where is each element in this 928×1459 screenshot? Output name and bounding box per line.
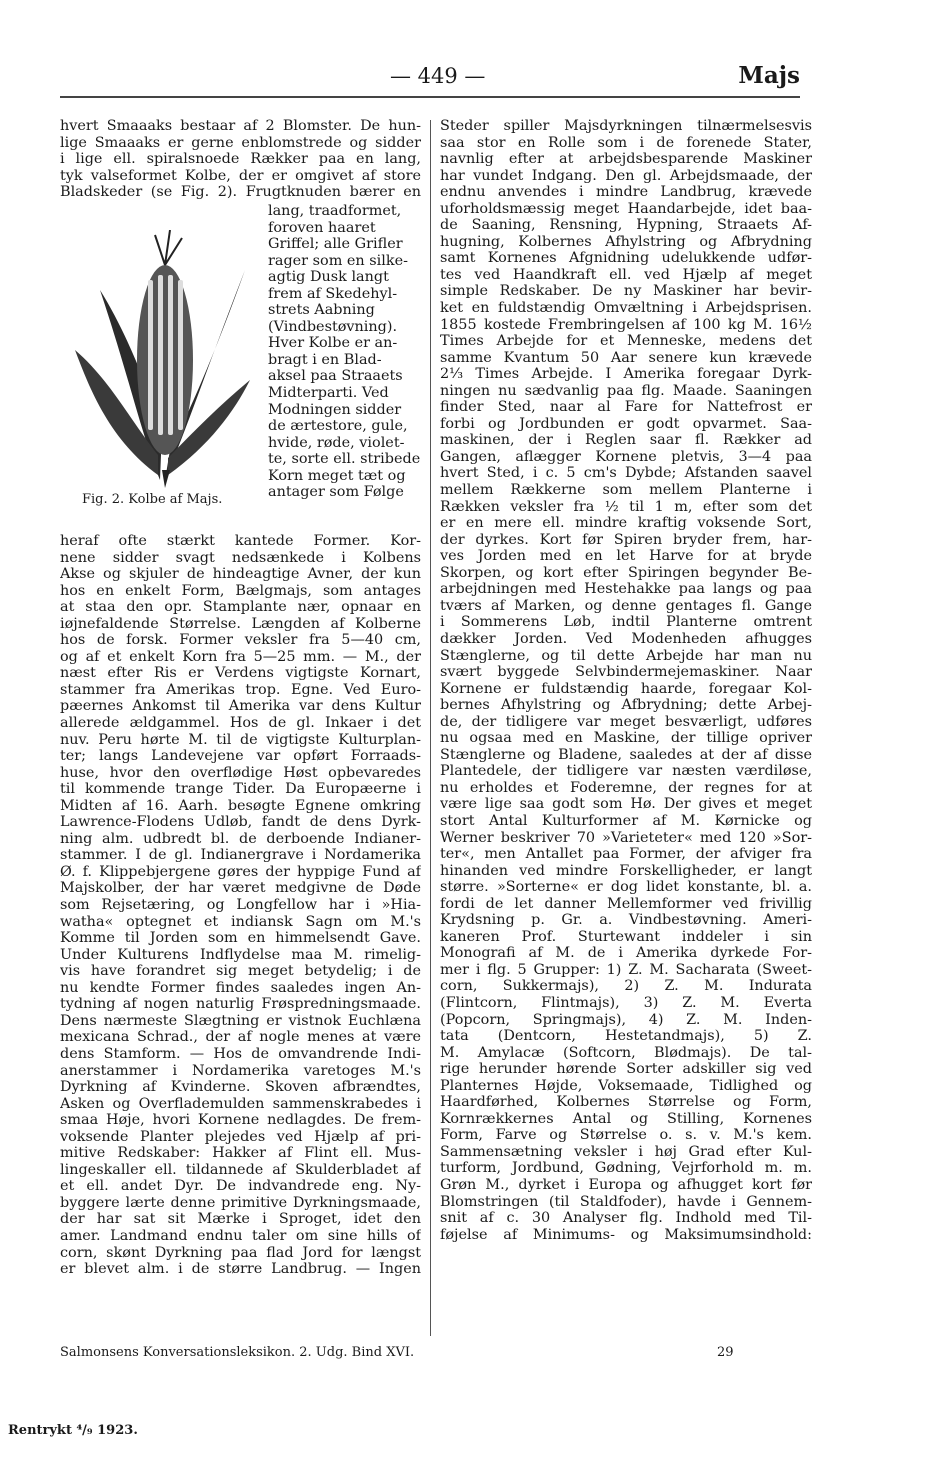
text-line: saa stor en Rolle som i de forenede Stater, [440,134,812,151]
text-line: Skorpen, og kort efter Spiringen begynder Be- [440,564,812,581]
text-line: har vundet Indgang. Den gl. Arbejdsmaade, der [440,167,812,184]
reprint-note: Rentrykt ⁴/₉ 1923. [8,1423,138,1438]
text-line: Dyrkning af Kvinderne. Skoven afbrændtes, [60,1079,421,1096]
text-line: fordi de let danner Mellemformer ved frivillig [440,895,812,912]
text-line: arbejdningen med Hestehakke paa langs og paa [440,581,812,598]
text-line: Griffel; alle Grifler [268,236,403,253]
page-number: — 449 — [390,64,486,88]
text-line: Kornrækkernes Antal og Stilling, Kornenes [440,1110,812,1127]
text-line: ter«, men Antallet paa Former, der afviger fra [440,846,812,863]
left-top-lines [60,118,421,201]
text-line: Form, Farve og Størrelse o. s. v. M.'s kem. [440,1127,812,1144]
text-line: svært byggede Selvbindermejemaskiner. Naar [440,664,812,681]
text-line: mellem Rækkerne som mellem Planterne i [440,482,812,499]
text-line: Midterparti. Ved [268,385,389,402]
text-line: i Sommerens Løb, indtil Planterne omtrent [440,614,812,631]
text-line: ter; langs Landevejene var opført Forraads- [60,748,421,765]
text-line: stort Antal Kulturformer af M. Kørnicke og [440,812,812,829]
text-line: antager som Følge [268,484,404,501]
right-column [440,118,812,1243]
text-line: allerede ældgammel. Hos de gl. Inkaer i det [60,715,421,732]
text-line: agtig Dusk langt [268,269,389,286]
text-line: de Saaning, Rensning, Hypning, Straaets Af- [440,217,812,234]
text-line: rager som en silke- [268,252,408,269]
right-body-lines [440,118,812,1243]
text-line: at staa den opr. Stamplante nær, opnaar en [60,599,421,616]
text-line: samt Kornenes Afgnidning udelukkende udfør- [440,250,812,267]
text-line: og af et enkelt Korn fra 5—25 mm. — M., der [60,648,421,665]
text-line: huse, hvor den overflødige Høst opbevaredes [60,764,421,781]
text-line: Times Arbejde for et Menneske, medens det [440,333,812,350]
text-line: dækker Jorden. Ved Modenheden afhugges [440,630,812,647]
text-line: Rækken veksler fra ½ til 1 m, efter som det [440,498,812,515]
left-body-lines [60,533,421,1278]
text-line: anerstammer i Nordamerika varetoges M.'s [60,1062,421,1079]
text-line: pæernes Ankomst til Amerika var dens Kultur [60,698,421,715]
text-line: Plantedele, der tidligere var næsten værdiløse, [440,763,812,780]
text-line: hvide, røde, violet- [268,434,405,451]
text-line: hvert Smaaaks bestaar af 2 Blomster. De hun- [60,118,421,134]
text-line: Blomstringen (til Staldfoder), havde i Gennem- [440,1193,812,1210]
page-header [60,60,800,100]
text-line: Korn meget tæt og [268,467,406,484]
text-line: turform, Jordbund, Gødning, Vejrforhold m. m. [440,1160,812,1177]
text-line: foroven haaret [268,219,376,236]
text-line: nu ogsaa med en Maskine, der tillige opriver [440,730,812,747]
text-line: Monografi af M. de i Amerika dyrkede For- [440,945,812,962]
text-line: watha« optegnet et indiansk Sagn om M.'s [60,913,421,930]
running-head-word: Majs [738,62,800,89]
text-line: et ell. andet Dyr. De indvandrede eng. Ny- [60,1178,421,1195]
text-line: lige Smaaaks er gerne enblomstrede og sidder [60,134,421,151]
text-line: ningen nu sædvanlig paa flg. Maade. Saaningen [440,382,812,399]
text-line: byggere lærte denne primitive Dyrkningsmaade, [60,1194,421,1211]
text-line: mer i flg. 5 Grupper: 1) Z. M. Sacharata (Sweet- [440,961,812,978]
text-line: være lige saa godt som Hø. Der gives et meget [440,796,812,813]
text-line: Modningen sidder [268,401,402,418]
corn-cob-illustration [70,230,255,488]
text-line: aksel paa Straaets [268,368,403,385]
text-line: i lige ell. spiralsnoede Rækker paa en lang, [60,151,421,168]
text-line: mitive Redskaber: Hakker af Flint ell. Mus- [60,1145,421,1162]
text-line: tata (Dentcorn, Hestetandmajs), 5) Z. [440,1028,812,1045]
text-line: nuv. Peru hørte M. til de vigtigste Kulturplan- [60,731,421,748]
header-rule [60,96,800,98]
column-divider [430,120,431,1336]
text-line: voksende Planter plejedes ved Hjælp af pri- [60,1128,421,1145]
text-line: stammer fra Amerikas trop. Egne. Ved Euro- [60,681,421,698]
text-line: er blevet alm. i de større Landbrug. — Ingen [60,1261,421,1278]
text-line: samme Kvantum 50 Aar senere kun krævede [440,349,812,366]
text-line: hos de forsk. Former veksler fra 5—40 cm, [60,632,421,649]
text-line: til kommende trange Tider. Da Europæerne i [60,781,421,798]
left-column [60,118,421,201]
text-line: smaa Høje, hvori Kornene nedlagdes. De frem- [60,1112,421,1129]
text-line: maskinen, der i Reglen saar fl. Rækker ad [440,432,812,449]
text-line: stammer. I de gl. Indianergrave i Nordamerika [60,847,421,864]
text-line: Stænglerne, og til dette Arbejde har man nu [440,647,812,664]
text-line: som Rejsetæring, og Longfellow har i »Hia- [60,897,421,914]
text-line: simple Redskaber. De ny Maskiner har bevir- [440,283,812,300]
text-line: Haardførhed, Kolbernes Størrelse og Form, [440,1094,812,1111]
text-line: der dyrkes. Kort før Spiren bryder frem, har- [440,531,812,548]
footer-sheet-number: 29 [717,1345,734,1360]
text-line: rige herunder hørende Sorter adskiller sig ved [440,1061,812,1078]
text-line: endnu anvendes i mindre Landbrug, krævede [440,184,812,201]
text-line: er en mere ell. mindre kraftig voksende Sort, [440,515,812,532]
text-line: Ø. f. Klippebjergene gøres der hyppige Fund af [60,863,421,880]
figure-wrap-text [268,203,424,501]
text-line: te, sorte ell. stribede [268,451,421,468]
text-line: de ærtestore, gule, [268,418,408,435]
text-line: der har sat sit Mærke i Sproget, idet den [60,1211,421,1228]
text-line: Steder spiller Majsdyrkningen tilnærmelsesvis [440,118,812,134]
text-line: nene sidder svagt nedsænkede i Kolbens [60,549,421,566]
figure-corn-cob [60,220,265,520]
text-line: forbi og Jordbunden er godt opvarmet. Saa- [440,415,812,432]
text-line: iøjnefaldende Størrelse. Længden af Kolberne [60,615,421,632]
text-line: større. »Sorterne« er dog lidet konstante, bl. a. [440,879,812,896]
text-line: Akse og skjuler de hindeagtige Avner, der kun [60,566,421,583]
text-line: tyk valseformet Kolbe, der er omgivet af store [60,167,421,184]
text-line: heraf ofte stærkt kantede Former. Kor- [60,533,421,549]
text-line: vis have forandret sig meget betydelig; i de [60,963,421,980]
text-line: navnlig efter at arbejdsbesparende Maskiner [440,151,812,168]
left-body [60,533,421,1278]
text-line: 2⅓ Times Arbejde. I Amerika foregaar Dyrk- [440,366,812,383]
text-line: Majskolber, der har været medgivne de Døde [60,880,421,897]
text-line: ket en fuldstændig Omvæltning i Arbejdsprisen. [440,300,812,317]
text-line: kaneren Prof. Sturtewant inddeler i sin [440,928,812,945]
text-line: M. Amylacæ (Softcorn, Blødmajs). De tal- [440,1044,812,1061]
text-line: tes ved Haandkraft ell. ved Hjælp af meget [440,266,812,283]
text-line: corn, skønt Dyrkning paa flad Jord for længst [60,1244,421,1261]
text-line: corn, Sukkermajs), 2) Z. M. Indurata [440,978,812,995]
text-line: mexicana Schrad., der af nogle menes at være [60,1029,421,1046]
text-line: Komme til Jorden som en himmelsendt Gave. [60,930,421,947]
text-line: hos en enkelt Form, Bælgmajs, som antages [60,582,421,599]
text-line: (Popcorn, Springmajs), 4) Z. M. Inden- [440,1011,812,1028]
footer-title: Salmonsens Konversationsleksikon. 2. Udg. Bind XVI. [60,1345,415,1360]
text-line: (Flintcorn, Flintmajs), 3) Z. M. Everta [440,994,812,1011]
text-line: Under Kulturens Indflydelse maa M. rimelig- [60,946,421,963]
text-line: Midten af 16. Aarh. besøgte Egnene omkring [60,797,421,814]
text-line: Asken og Overflademulden sammenskrabedes i [60,1095,421,1112]
text-line: Lawrence-Flodens Udløb, fandt de dens Dyrk- [60,814,421,831]
text-line: Werner beskriver 70 »Varieteter« med 120 »Sor- [440,829,812,846]
text-line: Planternes Højde, Voksemaade, Tidlighed og [440,1077,812,1094]
text-line: tværs af Marken, og denne gentages fl. Gange [440,597,812,614]
text-line: føjelse af Minimums- og Maksimumsindhold: [440,1226,812,1243]
text-line: snit af c. 30 Analyser flg. Indhold med Til- [440,1210,812,1227]
text-line: strets Aabning [268,302,375,319]
text-line: lang, traadformet, [268,203,402,219]
text-line: nu erholdes et Foderemne, der regnes for at [440,779,812,796]
text-line: dens Stamform. — Hos de omvandrende Indi- [60,1045,421,1062]
text-line: Dens nærmeste Slægtning er vistnok Euchlæna [60,1012,421,1029]
text-line: hvert Sted, i c. 5 cm's Dybde; Afstanden saavel [440,465,812,482]
text-line: 1855 kostede Frembringelsen af 100 kg M. 16½ [440,316,812,333]
text-line: amer. Landmand endnu taler om sine hills of [60,1227,421,1244]
text-line: frem af Skedehyl- [268,285,398,302]
text-line: Krydsning p. Gr. a. Vindbestøvning. Ameri- [440,912,812,929]
text-line: Bladskeder (se Fig. 2). Frugtknuden bærer en [60,184,421,201]
text-line: (Vindbestøvning). [268,318,398,335]
text-line: nu kendte Former findes saaledes ingen An- [60,979,421,996]
text-line: Kornene er fuldstændig haarde, foregaar Kol- [440,680,812,697]
text-line: Sammensætning veksler i høj Grad efter Kul- [440,1143,812,1160]
text-line: Hver Kolbe er an- [268,335,398,352]
text-line: finder Sted, naar al Fare for Nattefrost er [440,399,812,416]
text-line: Gangen, aflægger Kornene pletvis, 3—4 paa [440,448,812,465]
left-wrap-lines [268,203,424,501]
text-line: hinanden ved mindre Forskelligheder, er langt [440,862,812,879]
figure-caption: Fig. 2. Kolbe af Majs. [82,492,223,507]
text-line: uforholdsmæssig meget Haandarbejde, idet baa- [440,200,812,217]
text-line: bragt i en Blad- [268,351,382,368]
text-line: næst efter Ris er Verdens vigtigste Kornart, [60,665,421,682]
text-line: Grøn M., dyrket i Europa og afhugget kort før [440,1177,812,1193]
text-line: ves Jorden med en let Harve for at bryde [440,548,812,565]
text-line: ning alm. udbredt bl. de derboende Indianer- [60,830,421,847]
text-line: tydning af nogen naturlig Frøspredningsmaade. [60,996,421,1013]
text-line: lingeskaller ell. tildannede af Skulderbladet af [60,1161,421,1178]
text-line: hugning, Kolbernes Afhylstring og Afbrydning [440,233,812,250]
text-line: de, der tidligere var meget besværligt, udføres [440,713,812,730]
text-line: Stænglerne og Bladene, saaledes at der af disse [440,746,812,763]
text-line: bernes Afhylstring og Afbrydning; dette Arbej- [440,697,812,714]
